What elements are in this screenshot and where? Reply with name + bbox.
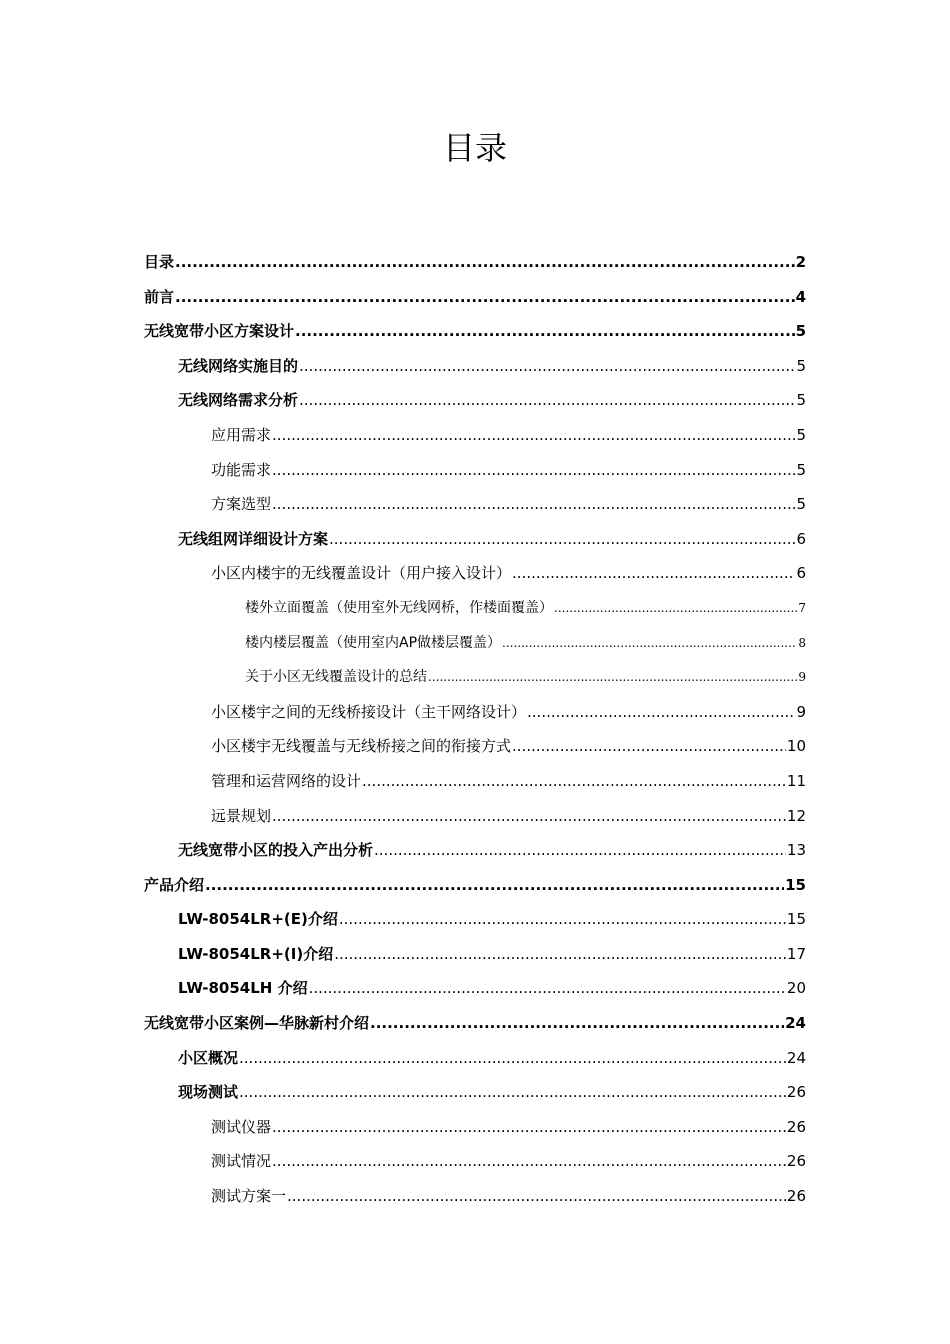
toc-page-number: 26 (786, 1083, 806, 1102)
toc-entry-title: 无线宽带小区的投入产出分析 (178, 841, 374, 860)
page-title: 目录 (442, 129, 507, 167)
toc-entry[interactable] (144, 383, 806, 418)
toc-dot-leader (374, 833, 786, 868)
toc-entry[interactable] (144, 937, 806, 972)
toc-entry-title: 目录 (144, 253, 175, 271)
toc-entry-title: 无线宽带小区案例—华脉新村介绍 (144, 1014, 370, 1033)
toc-entry-title: 无线网络实施目的 (178, 356, 299, 375)
toc-entry-title: 测试方案一 (211, 1187, 287, 1206)
toc-dot-leader (512, 729, 786, 764)
toc-dot-leader (512, 556, 795, 591)
toc-entry[interactable] (144, 349, 806, 384)
toc-page-number: 5 (796, 495, 806, 514)
toc-dot-leader (272, 453, 795, 488)
toc-dot-leader (272, 799, 786, 834)
toc-entry-title: 无线网络需求分析 (178, 391, 299, 410)
toc-entry[interactable] (144, 764, 806, 799)
toc-entry-title: 应用需求 (211, 425, 272, 444)
toc-entry[interactable] (144, 314, 806, 349)
toc-dot-leader (272, 1110, 786, 1145)
toc-entry-title: 无线组网详细设计方案 (178, 529, 329, 548)
toc-entry[interactable] (144, 556, 806, 591)
toc-entry[interactable] (144, 591, 806, 626)
toc-page-number: 20 (786, 979, 806, 998)
toc-page-number: 12 (786, 806, 806, 825)
toc-dot-leader (272, 487, 795, 522)
toc-dot-leader (329, 522, 795, 557)
toc-entry[interactable] (144, 245, 806, 280)
toc-page-number: 24 (785, 1014, 806, 1033)
toc-dot-leader (334, 937, 786, 972)
toc-page-number: 26 (786, 1152, 806, 1171)
toc-entry-title: LW-8054LR+(E)介绍 (178, 910, 338, 929)
toc-dot-leader (272, 418, 795, 453)
toc-entry[interactable] (144, 868, 806, 903)
toc-entry[interactable] (144, 902, 806, 937)
toc-entry[interactable] (144, 1110, 806, 1145)
toc-entry[interactable] (144, 833, 806, 868)
toc-dot-leader (370, 1006, 784, 1041)
toc-entry-title: 现场测试 (178, 1083, 239, 1102)
toc-page-number: 6 (796, 564, 806, 583)
toc-entry-title: 管理和运营网络的设计 (211, 771, 362, 790)
toc-page-number: 2 (795, 253, 806, 271)
toc-entry-title: 远景规划 (211, 806, 272, 825)
toc-dot-leader (239, 1041, 786, 1076)
toc-page-number: 9 (796, 702, 806, 721)
toc-entry-title: 测试仪器 (211, 1117, 272, 1136)
toc-entry-title: LW-8054LR+(I)介绍 (178, 944, 334, 963)
toc-entry[interactable] (144, 280, 806, 315)
toc-entry[interactable] (144, 799, 806, 834)
toc-dot-leader (299, 349, 795, 384)
toc-dot-leader (362, 764, 786, 799)
toc-page-number: 15 (785, 875, 806, 894)
toc-page-number: 9 (798, 670, 806, 685)
table-of-contents (144, 245, 806, 1214)
toc-page-number: 26 (786, 1117, 806, 1136)
toc-dot-leader (309, 971, 786, 1006)
toc-entry-title: 方案选型 (211, 495, 272, 514)
toc-entry-title: 关于小区无线覆盖设计的总结 (245, 669, 427, 686)
toc-dot-leader (428, 660, 797, 695)
toc-entry[interactable] (144, 1041, 806, 1076)
toc-entry[interactable] (144, 660, 806, 695)
toc-entry[interactable] (144, 729, 806, 764)
toc-entry[interactable] (144, 418, 806, 453)
toc-page-number: 11 (786, 771, 806, 790)
toc-dot-leader (299, 383, 795, 418)
toc-page-number: 4 (795, 287, 806, 306)
toc-dot-leader (239, 1075, 786, 1110)
toc-entry[interactable] (144, 453, 806, 488)
toc-entry-title: 无线宽带小区方案设计 (144, 322, 295, 341)
toc-dot-leader (339, 902, 786, 937)
toc-dot-leader (175, 280, 795, 315)
toc-entry-title: 功能需求 (211, 460, 272, 479)
toc-entry[interactable] (144, 1075, 806, 1110)
toc-dot-leader (205, 868, 784, 903)
toc-page-number: 7 (798, 600, 806, 615)
toc-entry[interactable] (144, 1006, 806, 1041)
toc-page-number: 5 (796, 356, 806, 375)
toc-entry-title: 产品介绍 (144, 875, 205, 894)
toc-page-number: 6 (796, 529, 806, 548)
toc-entry-title: 楼内楼层覆盖（使用室内AP做楼层覆盖） (245, 634, 502, 651)
toc-page-number: 15 (786, 910, 806, 929)
toc-entry-title: 楼外立面覆盖（使用室外无线网桥，作楼面覆盖） (245, 599, 553, 616)
toc-dot-leader (527, 695, 795, 730)
toc-page-number: 8 (798, 635, 806, 650)
toc-page-number: 24 (786, 1048, 806, 1067)
toc-entry[interactable] (144, 1179, 806, 1214)
toc-entry-title: 前言 (144, 287, 175, 306)
toc-page-number: 10 (786, 737, 806, 756)
toc-page-number: 17 (786, 944, 806, 963)
toc-page-number: 5 (796, 391, 806, 410)
toc-entry-title: 小区楼宇无线覆盖与无线桥接之间的衔接方式 (211, 737, 512, 756)
toc-dot-leader (295, 314, 795, 349)
toc-entry[interactable] (144, 487, 806, 522)
toc-page-number: 26 (786, 1187, 806, 1206)
toc-entry-title: 小区概况 (178, 1048, 239, 1067)
toc-dot-leader (175, 245, 795, 280)
toc-entry-title: LW-8054LH 介绍 (178, 979, 308, 998)
toc-entry[interactable] (144, 695, 806, 730)
toc-dot-leader (502, 626, 797, 661)
toc-dot-leader (287, 1179, 786, 1214)
toc-entry-title: 小区内楼宇的无线覆盖设计（用户接入设计） (211, 564, 512, 583)
toc-dot-leader (554, 591, 797, 626)
toc-entry-title: 测试情况 (211, 1152, 272, 1171)
toc-page-number: 13 (786, 841, 806, 860)
toc-page-number: 5 (796, 460, 806, 479)
toc-entry[interactable] (144, 522, 806, 557)
toc-page-number: 5 (795, 322, 806, 341)
toc-dot-leader (272, 1144, 786, 1179)
toc-entry[interactable] (144, 971, 806, 1006)
toc-entry[interactable] (144, 626, 806, 661)
toc-entry[interactable] (144, 1144, 806, 1179)
toc-page-number: 5 (796, 425, 806, 444)
toc-entry-title: 小区楼宇之间的无线桥接设计（主干网络设计） (211, 702, 527, 721)
